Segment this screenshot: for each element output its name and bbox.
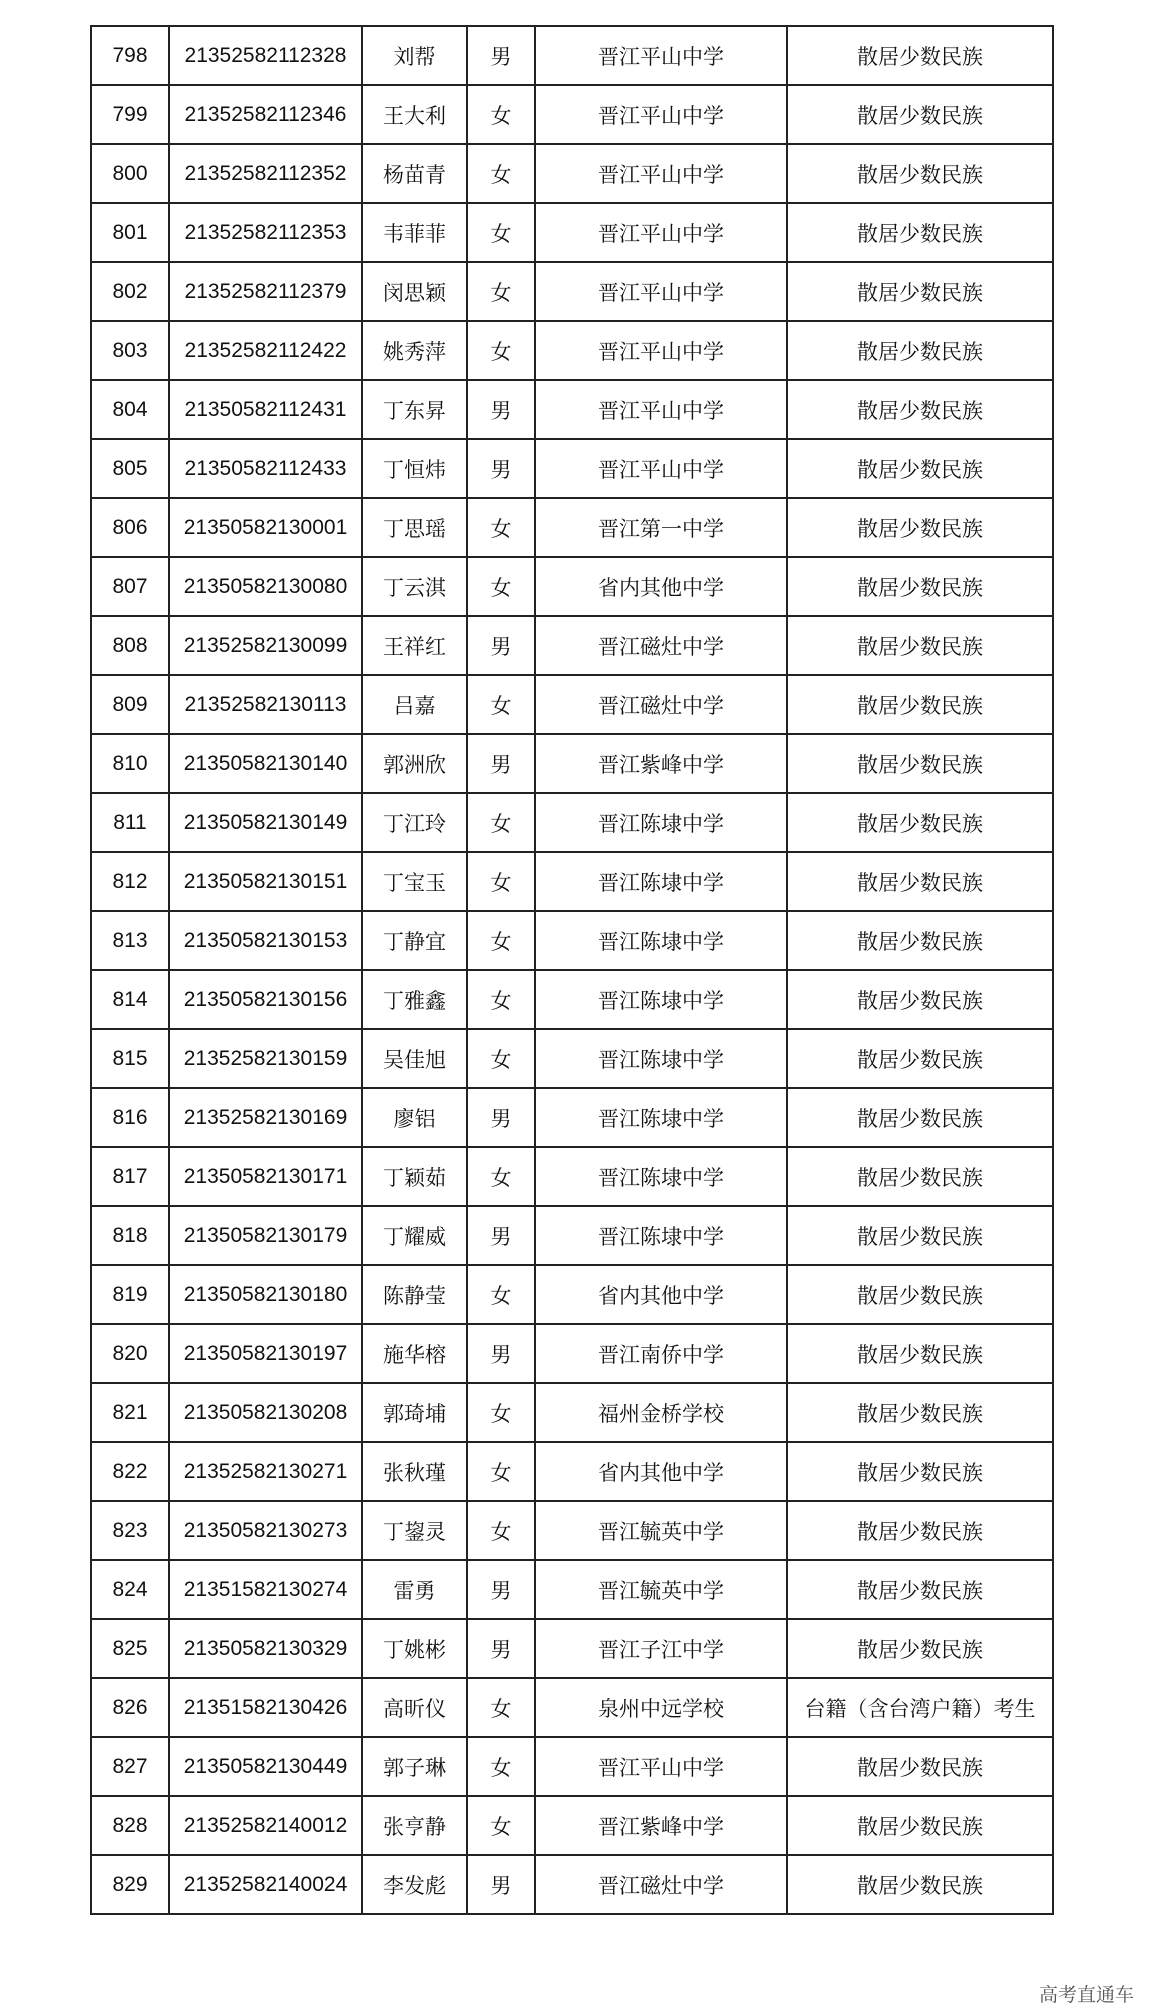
table-row bbox=[91, 1324, 1053, 1383]
gender-cell: 女 bbox=[467, 793, 535, 852]
category-cell: 散居少数民族 bbox=[787, 26, 1053, 85]
school-cell: 晋江陈埭中学 bbox=[535, 1029, 787, 1088]
roster-table-body bbox=[91, 26, 1053, 1914]
seq-number-cell: 810 bbox=[91, 734, 169, 793]
gender-cell: 男 bbox=[467, 439, 535, 498]
category-cell: 散居少数民族 bbox=[787, 970, 1053, 1029]
seq-number-cell: 821 bbox=[91, 1383, 169, 1442]
seq-number-cell: 804 bbox=[91, 380, 169, 439]
category-cell: 散居少数民族 bbox=[787, 616, 1053, 675]
gender-cell: 女 bbox=[467, 498, 535, 557]
category-cell: 散居少数民族 bbox=[787, 1737, 1053, 1796]
exam-id-cell: 21350582130140 bbox=[169, 734, 362, 793]
gender-cell: 男 bbox=[467, 1855, 535, 1914]
name-cell: 李发彪 bbox=[362, 1855, 467, 1914]
name-cell: 高昕仪 bbox=[362, 1678, 467, 1737]
exam-id-cell: 21350582130080 bbox=[169, 557, 362, 616]
category-cell: 散居少数民族 bbox=[787, 852, 1053, 911]
table-row bbox=[91, 1855, 1053, 1914]
exam-id-cell: 21350582130449 bbox=[169, 1737, 362, 1796]
seq-number-cell: 806 bbox=[91, 498, 169, 557]
category-cell: 散居少数民族 bbox=[787, 498, 1053, 557]
name-cell: 丁云淇 bbox=[362, 557, 467, 616]
school-cell: 泉州中远学校 bbox=[535, 1678, 787, 1737]
seq-number-cell: 815 bbox=[91, 1029, 169, 1088]
exam-id-cell: 21350582112431 bbox=[169, 380, 362, 439]
school-cell: 晋江陈埭中学 bbox=[535, 1088, 787, 1147]
table-row bbox=[91, 498, 1053, 557]
category-cell: 散居少数民族 bbox=[787, 144, 1053, 203]
seq-number-cell: 814 bbox=[91, 970, 169, 1029]
category-cell: 散居少数民族 bbox=[787, 911, 1053, 970]
exam-id-cell: 21350582130197 bbox=[169, 1324, 362, 1383]
exam-id-cell: 21350582130001 bbox=[169, 498, 362, 557]
school-cell: 晋江磁灶中学 bbox=[535, 1855, 787, 1914]
gender-cell: 女 bbox=[467, 1383, 535, 1442]
category-cell: 散居少数民族 bbox=[787, 321, 1053, 380]
seq-number-cell: 809 bbox=[91, 675, 169, 734]
seq-number-cell: 822 bbox=[91, 1442, 169, 1501]
exam-id-cell: 21352582130271 bbox=[169, 1442, 362, 1501]
exam-id-cell: 21352582140012 bbox=[169, 1796, 362, 1855]
gender-cell: 女 bbox=[467, 970, 535, 1029]
name-cell: 施华榕 bbox=[362, 1324, 467, 1383]
exam-id-cell: 21350582130171 bbox=[169, 1147, 362, 1206]
table-row bbox=[91, 970, 1053, 1029]
exam-id-cell: 21350582130156 bbox=[169, 970, 362, 1029]
gender-cell: 女 bbox=[467, 1678, 535, 1737]
school-cell: 晋江平山中学 bbox=[535, 262, 787, 321]
name-cell: 丁宝玉 bbox=[362, 852, 467, 911]
category-cell: 散居少数民族 bbox=[787, 439, 1053, 498]
school-cell: 晋江平山中学 bbox=[535, 439, 787, 498]
table-row bbox=[91, 439, 1053, 498]
seq-number-cell: 813 bbox=[91, 911, 169, 970]
school-cell: 晋江紫峰中学 bbox=[535, 1796, 787, 1855]
exam-id-cell: 21351582130426 bbox=[169, 1678, 362, 1737]
school-cell: 晋江平山中学 bbox=[535, 1737, 787, 1796]
category-cell: 散居少数民族 bbox=[787, 203, 1053, 262]
table-row bbox=[91, 1619, 1053, 1678]
seq-number-cell: 828 bbox=[91, 1796, 169, 1855]
gender-cell: 男 bbox=[467, 1324, 535, 1383]
gender-cell: 男 bbox=[467, 734, 535, 793]
exam-id-cell: 21352582112353 bbox=[169, 203, 362, 262]
table-row bbox=[91, 26, 1053, 85]
seq-number-cell: 803 bbox=[91, 321, 169, 380]
name-cell: 王祥红 bbox=[362, 616, 467, 675]
table-row bbox=[91, 1265, 1053, 1324]
gender-cell: 女 bbox=[467, 321, 535, 380]
name-cell: 丁姚彬 bbox=[362, 1619, 467, 1678]
name-cell: 丁江玲 bbox=[362, 793, 467, 852]
name-cell: 韦菲菲 bbox=[362, 203, 467, 262]
table-row bbox=[91, 203, 1053, 262]
name-cell: 张亨静 bbox=[362, 1796, 467, 1855]
table-row bbox=[91, 1088, 1053, 1147]
table-row bbox=[91, 144, 1053, 203]
name-cell: 张秋瑾 bbox=[362, 1442, 467, 1501]
watermark-text: 高考直通车 bbox=[1038, 1984, 1134, 2006]
school-cell: 晋江陈埭中学 bbox=[535, 911, 787, 970]
category-cell: 散居少数民族 bbox=[787, 1619, 1053, 1678]
name-cell: 丁鋆灵 bbox=[362, 1501, 467, 1560]
seq-number-cell: 829 bbox=[91, 1855, 169, 1914]
school-cell: 晋江紫峰中学 bbox=[535, 734, 787, 793]
category-cell: 散居少数民族 bbox=[787, 1501, 1053, 1560]
exam-id-cell: 21352582130099 bbox=[169, 616, 362, 675]
table-row bbox=[91, 262, 1053, 321]
table-row bbox=[91, 1206, 1053, 1265]
table-row bbox=[91, 1147, 1053, 1206]
school-cell: 晋江平山中学 bbox=[535, 203, 787, 262]
gender-cell: 女 bbox=[467, 203, 535, 262]
category-cell: 散居少数民族 bbox=[787, 1560, 1053, 1619]
name-cell: 吴佳旭 bbox=[362, 1029, 467, 1088]
gender-cell: 女 bbox=[467, 1442, 535, 1501]
roster-sheet bbox=[90, 25, 1052, 1915]
table-row bbox=[91, 85, 1053, 144]
exam-id-cell: 21352582112379 bbox=[169, 262, 362, 321]
category-cell: 散居少数民族 bbox=[787, 85, 1053, 144]
exam-id-cell: 21352582130169 bbox=[169, 1088, 362, 1147]
seq-number-cell: 808 bbox=[91, 616, 169, 675]
name-cell: 丁东昇 bbox=[362, 380, 467, 439]
school-cell: 晋江平山中学 bbox=[535, 85, 787, 144]
name-cell: 雷勇 bbox=[362, 1560, 467, 1619]
seq-number-cell: 817 bbox=[91, 1147, 169, 1206]
exam-id-cell: 21352582112422 bbox=[169, 321, 362, 380]
category-cell: 散居少数民族 bbox=[787, 380, 1053, 439]
seq-number-cell: 816 bbox=[91, 1088, 169, 1147]
name-cell: 姚秀萍 bbox=[362, 321, 467, 380]
name-cell: 闵思颖 bbox=[362, 262, 467, 321]
school-cell: 晋江平山中学 bbox=[535, 380, 787, 439]
name-cell: 丁耀威 bbox=[362, 1206, 467, 1265]
gender-cell: 男 bbox=[467, 380, 535, 439]
table-row bbox=[91, 675, 1053, 734]
school-cell: 晋江第一中学 bbox=[535, 498, 787, 557]
seq-number-cell: 802 bbox=[91, 262, 169, 321]
table-row bbox=[91, 616, 1053, 675]
exam-id-cell: 21352582112352 bbox=[169, 144, 362, 203]
seq-number-cell: 820 bbox=[91, 1324, 169, 1383]
gender-cell: 女 bbox=[467, 1501, 535, 1560]
seq-number-cell: 811 bbox=[91, 793, 169, 852]
school-cell: 晋江南侨中学 bbox=[535, 1324, 787, 1383]
school-cell: 省内其他中学 bbox=[535, 1442, 787, 1501]
table-row bbox=[91, 1678, 1053, 1737]
roster-table bbox=[90, 25, 1054, 1915]
exam-id-cell: 21350582130153 bbox=[169, 911, 362, 970]
table-row bbox=[91, 852, 1053, 911]
seq-number-cell: 798 bbox=[91, 26, 169, 85]
table-row bbox=[91, 1029, 1053, 1088]
table-row bbox=[91, 1560, 1053, 1619]
category-cell: 散居少数民族 bbox=[787, 1796, 1053, 1855]
name-cell: 杨苗青 bbox=[362, 144, 467, 203]
category-cell: 散居少数民族 bbox=[787, 1855, 1053, 1914]
seq-number-cell: 818 bbox=[91, 1206, 169, 1265]
table-row bbox=[91, 911, 1053, 970]
school-cell: 晋江陈埭中学 bbox=[535, 1147, 787, 1206]
category-cell: 台籍（含台湾户籍）考生 bbox=[787, 1678, 1053, 1737]
seq-number-cell: 800 bbox=[91, 144, 169, 203]
name-cell: 郭琦埔 bbox=[362, 1383, 467, 1442]
gender-cell: 男 bbox=[467, 1560, 535, 1619]
gender-cell: 男 bbox=[467, 1088, 535, 1147]
category-cell: 散居少数民族 bbox=[787, 1324, 1053, 1383]
name-cell: 王大利 bbox=[362, 85, 467, 144]
gender-cell: 女 bbox=[467, 675, 535, 734]
category-cell: 散居少数民族 bbox=[787, 262, 1053, 321]
school-cell: 省内其他中学 bbox=[535, 1265, 787, 1324]
gender-cell: 女 bbox=[467, 1737, 535, 1796]
category-cell: 散居少数民族 bbox=[787, 1088, 1053, 1147]
school-cell: 晋江磁灶中学 bbox=[535, 616, 787, 675]
gender-cell: 女 bbox=[467, 1029, 535, 1088]
school-cell: 晋江陈埭中学 bbox=[535, 793, 787, 852]
category-cell: 散居少数民族 bbox=[787, 734, 1053, 793]
gender-cell: 男 bbox=[467, 26, 535, 85]
gender-cell: 男 bbox=[467, 1206, 535, 1265]
gender-cell: 女 bbox=[467, 262, 535, 321]
table-row bbox=[91, 1737, 1053, 1796]
school-cell: 省内其他中学 bbox=[535, 557, 787, 616]
table-row bbox=[91, 1383, 1053, 1442]
school-cell: 晋江毓英中学 bbox=[535, 1560, 787, 1619]
seq-number-cell: 823 bbox=[91, 1501, 169, 1560]
category-cell: 散居少数民族 bbox=[787, 1147, 1053, 1206]
exam-id-cell: 21350582130179 bbox=[169, 1206, 362, 1265]
category-cell: 散居少数民族 bbox=[787, 793, 1053, 852]
exam-id-cell: 21352582112328 bbox=[169, 26, 362, 85]
exam-id-cell: 21350582112433 bbox=[169, 439, 362, 498]
gender-cell: 女 bbox=[467, 1265, 535, 1324]
exam-id-cell: 21350582130273 bbox=[169, 1501, 362, 1560]
school-cell: 晋江陈埭中学 bbox=[535, 1206, 787, 1265]
exam-id-cell: 21352582130159 bbox=[169, 1029, 362, 1088]
name-cell: 丁思瑶 bbox=[362, 498, 467, 557]
seq-number-cell: 824 bbox=[91, 1560, 169, 1619]
gender-cell: 女 bbox=[467, 144, 535, 203]
gender-cell: 女 bbox=[467, 1796, 535, 1855]
name-cell: 丁颖茹 bbox=[362, 1147, 467, 1206]
gender-cell: 女 bbox=[467, 557, 535, 616]
seq-number-cell: 819 bbox=[91, 1265, 169, 1324]
name-cell: 陈静莹 bbox=[362, 1265, 467, 1324]
table-row bbox=[91, 321, 1053, 380]
name-cell: 吕嘉 bbox=[362, 675, 467, 734]
name-cell: 丁雅鑫 bbox=[362, 970, 467, 1029]
school-cell: 晋江陈埭中学 bbox=[535, 852, 787, 911]
category-cell: 散居少数民族 bbox=[787, 1029, 1053, 1088]
seq-number-cell: 801 bbox=[91, 203, 169, 262]
school-cell: 福州金桥学校 bbox=[535, 1383, 787, 1442]
seq-number-cell: 799 bbox=[91, 85, 169, 144]
school-cell: 晋江子江中学 bbox=[535, 1619, 787, 1678]
seq-number-cell: 825 bbox=[91, 1619, 169, 1678]
seq-number-cell: 807 bbox=[91, 557, 169, 616]
exam-id-cell: 21350582130329 bbox=[169, 1619, 362, 1678]
seq-number-cell: 826 bbox=[91, 1678, 169, 1737]
name-cell: 郭子琳 bbox=[362, 1737, 467, 1796]
table-row bbox=[91, 1796, 1053, 1855]
category-cell: 散居少数民族 bbox=[787, 557, 1053, 616]
table-row bbox=[91, 793, 1053, 852]
gender-cell: 女 bbox=[467, 85, 535, 144]
table-row bbox=[91, 1501, 1053, 1560]
category-cell: 散居少数民族 bbox=[787, 1442, 1053, 1501]
table-row bbox=[91, 380, 1053, 439]
category-cell: 散居少数民族 bbox=[787, 675, 1053, 734]
table-row bbox=[91, 1442, 1053, 1501]
category-cell: 散居少数民族 bbox=[787, 1383, 1053, 1442]
table-row bbox=[91, 557, 1053, 616]
school-cell: 晋江毓英中学 bbox=[535, 1501, 787, 1560]
gender-cell: 女 bbox=[467, 911, 535, 970]
category-cell: 散居少数民族 bbox=[787, 1265, 1053, 1324]
seq-number-cell: 827 bbox=[91, 1737, 169, 1796]
gender-cell: 女 bbox=[467, 852, 535, 911]
school-cell: 晋江陈埭中学 bbox=[535, 970, 787, 1029]
name-cell: 刘帮 bbox=[362, 26, 467, 85]
category-cell: 散居少数民族 bbox=[787, 1206, 1053, 1265]
table-row bbox=[91, 734, 1053, 793]
exam-id-cell: 21351582130274 bbox=[169, 1560, 362, 1619]
name-cell: 丁恒炜 bbox=[362, 439, 467, 498]
school-cell: 晋江平山中学 bbox=[535, 144, 787, 203]
name-cell: 廖铝 bbox=[362, 1088, 467, 1147]
school-cell: 晋江平山中学 bbox=[535, 321, 787, 380]
name-cell: 丁静宜 bbox=[362, 911, 467, 970]
seq-number-cell: 805 bbox=[91, 439, 169, 498]
exam-id-cell: 21350582130149 bbox=[169, 793, 362, 852]
gender-cell: 女 bbox=[467, 1147, 535, 1206]
school-cell: 晋江平山中学 bbox=[535, 26, 787, 85]
seq-number-cell: 812 bbox=[91, 852, 169, 911]
exam-id-cell: 21352582140024 bbox=[169, 1855, 362, 1914]
school-cell: 晋江磁灶中学 bbox=[535, 675, 787, 734]
exam-id-cell: 21350582130208 bbox=[169, 1383, 362, 1442]
exam-id-cell: 21350582130151 bbox=[169, 852, 362, 911]
exam-id-cell: 21350582130180 bbox=[169, 1265, 362, 1324]
gender-cell: 男 bbox=[467, 616, 535, 675]
name-cell: 郭洲欣 bbox=[362, 734, 467, 793]
exam-id-cell: 21352582112346 bbox=[169, 85, 362, 144]
gender-cell: 男 bbox=[467, 1619, 535, 1678]
exam-id-cell: 21352582130113 bbox=[169, 675, 362, 734]
